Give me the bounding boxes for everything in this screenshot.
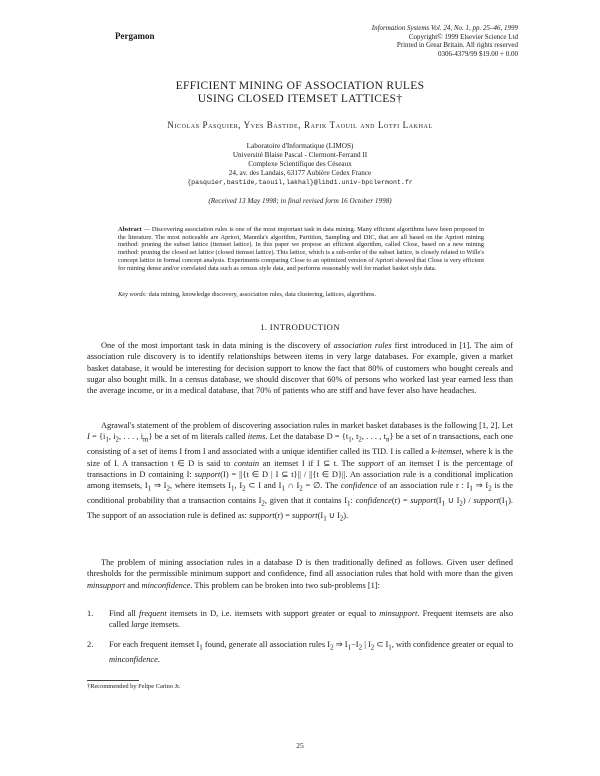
sub: 1 xyxy=(199,643,203,652)
text: ) / xyxy=(462,496,474,506)
text: , given that it contains I xyxy=(264,496,348,506)
sub: 1 xyxy=(348,435,352,444)
list-number: 2. xyxy=(87,640,94,649)
text: and xyxy=(125,580,142,590)
emph: minsupport xyxy=(87,580,126,590)
text: The problem of mining association rules in a database D is then traditionally defined as follows. Given user defined thresholds for the permissible minimum support and confidence, find all association rules that hold with more than the given xyxy=(87,558,513,579)
text: . This problem can be broken into two sub-problems [1]: xyxy=(190,580,380,590)
abstract-text: — Discovering association rules is one of the most important task in data mining. Many efficient algorithms have been proposed in the literature. The most noticeable are Apriori, Mannila's algorithm, Partition, Sampling and DIC, that are all based on the Apriori mining method: pruning the subset lattice (itemset lattice). In this paper we propose an efficient algorithm, called Close, based on a new mining method: pruning the closed set lattice (closed itemset lattice). This lattice, which is a sub-order of the subset lattice, is closely related to Wille's concept lattice in formal concept analysis. Experiments comparing Close to an optimized version of Apriori showed that Close is very efficient for mining dense and/or correlated data such as census style data, and performs reasonably well for market basket style data. xyxy=(118,226,484,272)
text: , . . . , t xyxy=(361,432,386,442)
journal-info xyxy=(372,24,518,58)
footnote-rule xyxy=(87,680,139,681)
issn-line: 0306-4379/99 $19.00 + 0.00 xyxy=(438,49,518,58)
list-number: 1. xyxy=(87,609,94,618)
text: ⊂ I and I xyxy=(245,481,282,491)
text: (r) = xyxy=(274,511,292,521)
emph: association rules xyxy=(333,341,392,350)
text: of an itemset I is the percentage of transactions in D containing I: xyxy=(87,458,513,479)
affiliation-line-2: Université Blaise Pascal - Clermont-Ferrand II xyxy=(232,151,368,159)
emph: support xyxy=(358,458,384,468)
keywords xyxy=(118,291,484,298)
sub: 1 xyxy=(323,514,327,523)
sub: 2 xyxy=(115,435,120,444)
emph: confidence xyxy=(340,481,378,491)
text: For each frequent itemset I xyxy=(109,640,200,649)
section-heading: 1. INTRODUCTION xyxy=(260,322,340,332)
abstract-label: Abstract xyxy=(118,226,142,233)
emph: contain xyxy=(234,458,260,468)
sub: 2 xyxy=(242,484,246,493)
text: ). xyxy=(343,511,349,521)
sub: 2 xyxy=(459,499,463,508)
emph: support xyxy=(194,469,221,479)
journal-citation: Information Systems Vol. 24, No. 1, pp. 25–46, 1999 xyxy=(371,24,518,32)
text: : xyxy=(350,496,356,506)
paper-title xyxy=(0,80,600,106)
text: an itemset I if I ⊆ t. The xyxy=(259,458,359,468)
emph: frequent xyxy=(139,609,167,618)
text: (r) = xyxy=(391,496,411,506)
copyright-line: Copyright© 1999 Elsevier Science Ltd xyxy=(408,32,518,41)
title-line-1: EFFICIENT MINING OF ASSOCIATION RULES xyxy=(175,80,425,92)
affiliation xyxy=(0,142,600,187)
paragraph-2 xyxy=(87,420,513,525)
text: (I) = ||{t ∈ D | I ⊆ t}|| / ||{t ∈ D}||. An association rule is a conditional implication among itemsets, I xyxy=(87,469,513,491)
emph: support xyxy=(473,496,500,506)
emph: support xyxy=(410,496,436,506)
text: Find all xyxy=(109,609,140,618)
math: I xyxy=(87,432,90,442)
sub: 2 xyxy=(488,484,492,493)
sub: 1 xyxy=(147,484,152,493)
text: ∪ I xyxy=(326,511,340,521)
sub: 1 xyxy=(441,499,446,508)
sub: 1 xyxy=(347,643,352,652)
text: −I xyxy=(351,640,359,649)
text: ⇒ I xyxy=(472,481,489,491)
text: | I xyxy=(362,640,371,649)
sub: 1 xyxy=(388,643,392,652)
text: of an association rule r : I xyxy=(377,481,470,491)
paragraph-1 xyxy=(87,340,513,396)
text: , where itemsets I xyxy=(169,481,232,491)
affiliation-line-1: Laboratoire d'Informatique (LIMOS) xyxy=(246,142,354,150)
sub: 2 xyxy=(339,514,344,523)
keywords-label: Key words: xyxy=(118,291,148,298)
text: . Frequent itemsets are also called xyxy=(109,609,514,630)
emph: support xyxy=(292,511,318,521)
emph: items xyxy=(247,432,266,442)
text: One of the most important task in data mining is the discovery of xyxy=(101,341,334,350)
text: ). The support of an association rule is defined as: xyxy=(87,496,514,521)
list-item xyxy=(87,608,513,631)
text: is the conditional probability that a transaction contains I xyxy=(87,481,514,506)
text: } be a set of m literals called xyxy=(148,432,248,442)
sub: 1 xyxy=(469,484,473,493)
sub: 2 xyxy=(370,643,375,652)
emph: support xyxy=(249,511,275,521)
text: itemsets. xyxy=(148,620,181,630)
sub: 1 xyxy=(504,499,509,508)
text: , with confidence greater or equal to xyxy=(391,640,514,649)
text: } be a set of n transactions, each one consisting of a set of items I from I and associated with a unique identifier called its TID. I is called a xyxy=(87,432,514,457)
text: , t xyxy=(351,432,359,442)
text: Agrawal's statement of the problem of discovering association rules in market basket databases is the following [1, 2]. Let xyxy=(101,421,513,430)
text: found, generate all association rules I xyxy=(202,640,331,649)
keywords-text: data mining, knowledge discovery, association rules, data clustering, lattices, algorithms. xyxy=(147,291,376,298)
authors: Nicolas Pasquier, Yves Bastide, Rafik Taouil and Lotfi Lakhal xyxy=(167,120,433,130)
text: first introduced in [1]. The aim of association rule discovery is to identify relationships between items in very large databases. For example, given a market basket database, it would be interesting for decision support to know the fact that 80% of customers who bought cereals and sugar also bought milk. In a census database, we should discover that 60% of persons who worked last year earned less than the average income, or in a medical database, that 70% of patients who are stiff and have fever also have headaches. xyxy=(87,341,513,396)
sub: n xyxy=(385,435,390,444)
text: = ∅. The xyxy=(302,481,341,491)
emph: minsupport xyxy=(379,609,418,618)
emph: minconfidence xyxy=(109,654,158,664)
text: = {i xyxy=(89,432,106,442)
footnote: †Recommended by Felipe Carino Jr. xyxy=(87,683,181,690)
text: ⊂ I xyxy=(374,640,389,649)
sub: 2 xyxy=(358,643,363,652)
emph: large xyxy=(131,620,149,630)
emph: k-itemset xyxy=(431,447,462,457)
sub: m xyxy=(143,435,149,444)
text: , . . . , i xyxy=(119,432,144,442)
sub: 2 xyxy=(166,484,170,493)
text: ∪ I xyxy=(445,496,460,506)
printed-line: Printed in Great Britain. All rights reserved xyxy=(396,41,518,50)
publisher-name: Pergamon xyxy=(115,31,155,41)
text: . Let the database D = {t xyxy=(265,432,349,442)
text: ⇒ I xyxy=(151,481,167,491)
list-item xyxy=(87,639,513,665)
sub: 1 xyxy=(105,435,109,444)
text: , I xyxy=(234,481,243,491)
text: , where k is the size of I. A transaction t ∈ D is said to xyxy=(87,447,513,468)
sub: 2 xyxy=(330,643,334,652)
text: ∩ I xyxy=(284,481,300,491)
emph: confidence xyxy=(355,496,392,506)
paragraph-3 xyxy=(87,557,513,591)
text: (I xyxy=(499,496,505,506)
page-number: 25 xyxy=(296,741,304,750)
sub: 1 xyxy=(347,499,351,508)
emph: minconfidence xyxy=(141,580,191,590)
author-emails: {pasquier,bastide,taouil,lakhal}@libd1.univ-bpclermont.fr xyxy=(187,179,413,186)
sub: 1 xyxy=(231,484,235,493)
text: (I xyxy=(435,496,442,506)
abstract xyxy=(118,226,484,272)
title-line-2: USING CLOSED ITEMSET LATTICES† xyxy=(197,93,403,105)
text: ⇒ I xyxy=(333,640,348,649)
affiliation-line-3: Complexe Scientifique des Céseaux xyxy=(248,160,352,168)
text: itemsets in D, i.e. itemsets with support greater or equal to xyxy=(166,609,380,618)
sub: 1 xyxy=(281,484,285,493)
text: , i xyxy=(108,432,116,442)
sub: 2 xyxy=(299,484,303,493)
affiliation-line-4: 24, av. des Landais, 63177 Aubière Cedex France xyxy=(228,169,372,177)
received-dates: (Received 13 May 1998; in final revised form 16 October 1998) xyxy=(208,197,392,205)
text: . xyxy=(157,654,160,664)
sub: 2 xyxy=(261,499,265,508)
text: (I xyxy=(317,511,324,521)
sub: 2 xyxy=(358,435,362,444)
